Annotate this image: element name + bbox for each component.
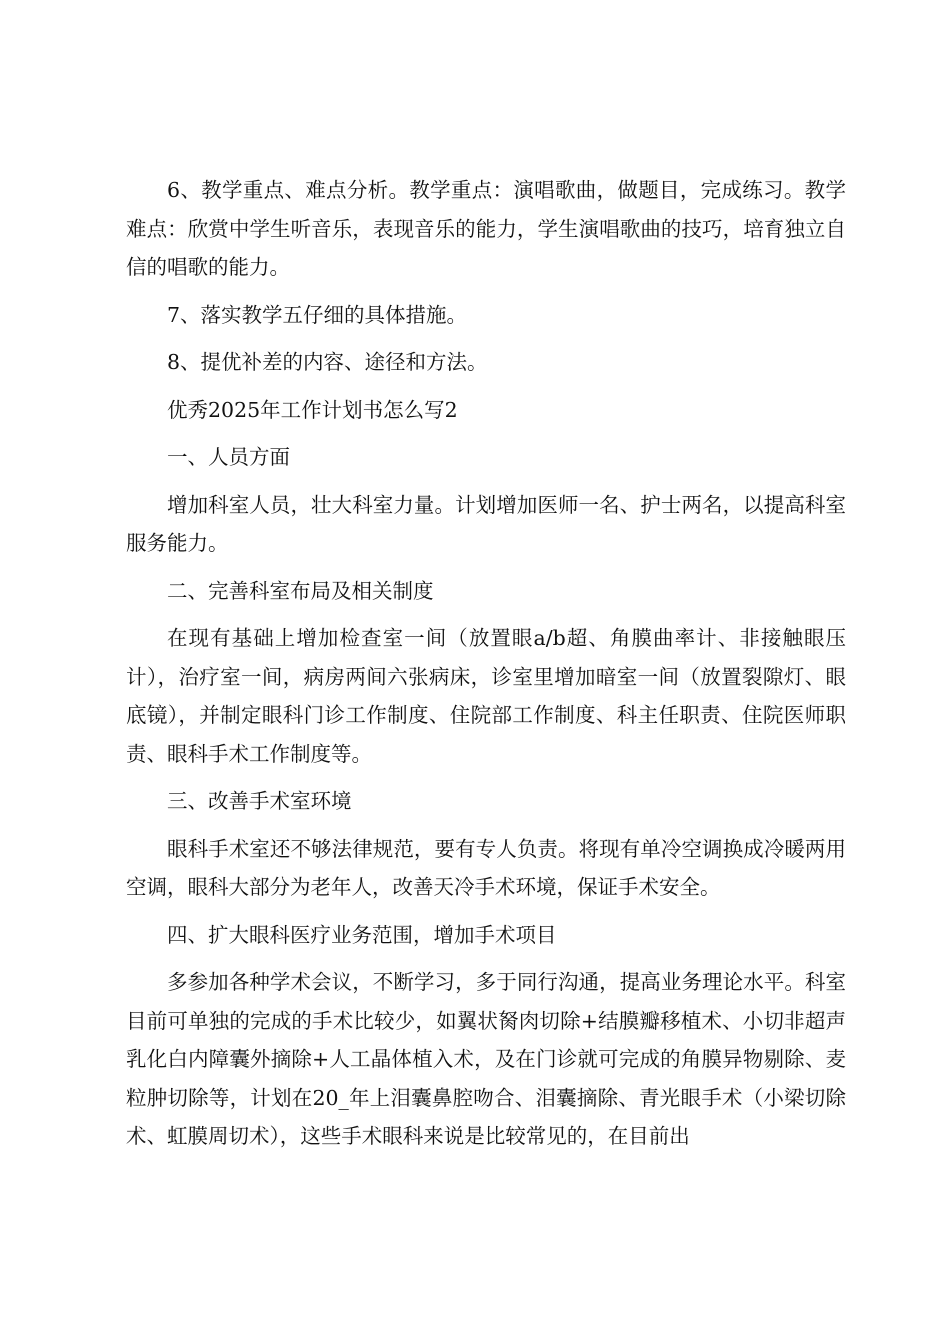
heading-expand-business: 四、扩大眼科医疗业务范围，增加手术项目 xyxy=(167,922,557,947)
heading-personnel: 一、人员方面 xyxy=(167,445,290,469)
heading-layout: 二、完善科室布局及相关制度 xyxy=(167,578,434,603)
paragraph-operating-room: 眼科手术室还不够法律规范，要有专人负责。将现有单冷空调换成冷暖两用空调，眼科大部分为老年人，改善天冷手术环境，保证手术安全。 xyxy=(126,836,846,899)
paragraph-expand-business: 多参加各种学术会议，不断学习，多于同行沟通，提高业务理论水平。科室目前可单独的完成的手术比较少，如翼状胬肉切除+结膜瓣移植术、小切非超声乳化白内障囊外摘除+人工晶体植入术，及在门诊就可完成的角膜异物剔除、麦粒肿切除等，计划在20_年上泪囊鼻腔吻合、泪囊摘除、青光眼手术（小梁切除术、虹膜周切术），这些手术眼科来说是比较常见的，在目前出 xyxy=(126,970,846,1148)
paragraph-teaching-focus: 6、教学重点、难点分析。教学重点：演唱歌曲，做题目，完成练习。教学难点：欣赏中学生听音乐，表现音乐的能力，学生演唱歌曲的技巧，培育独立自信的唱歌的能力。 xyxy=(126,178,846,279)
paragraph-layout: 在现有基础上增加检查室一间（放置眼a/b超、角膜曲率计、非接触眼压计），治疗室一间，病房两间六张病床，诊室里增加暗室一间（放置裂隙灯、眼底镜），并制定眼科门诊工作制度、住院部工作制度、科主任职责、住院医师职责、眼科手术工作制度等。 xyxy=(126,626,846,766)
paragraph-personnel: 增加科室人员，壮大科室力量。计划增加医师一名、护士两名，以提高科室服务能力。 xyxy=(126,492,846,555)
heading-operating-room: 三、改善手术室环境 xyxy=(167,789,352,813)
paragraph-improvement: 8、提优补差的内容、途径和方法。 xyxy=(167,350,488,374)
document-body xyxy=(126,171,846,1165)
paragraph-measures: 7、落实教学五仔细的具体措施。 xyxy=(167,302,468,327)
section-title: 优秀2025年工作计划书怎么写2 xyxy=(167,397,458,422)
